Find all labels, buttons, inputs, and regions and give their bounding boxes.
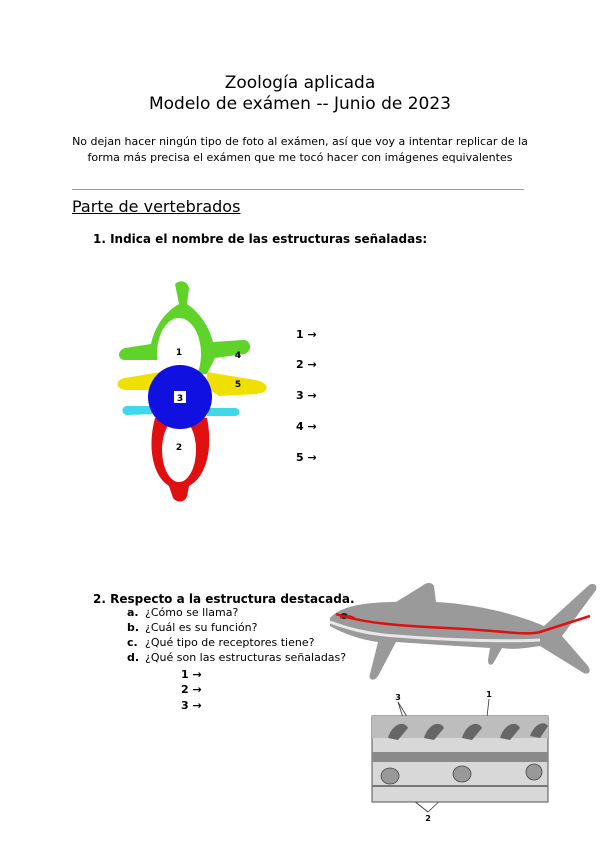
divider — [72, 189, 524, 190]
q2-answer-1: 1 → — [181, 668, 202, 681]
question-2: 2. Respecto a la estructura destacada. — [93, 592, 355, 606]
vertebra-figure — [95, 278, 275, 504]
q2-answer-2: 2 → — [181, 683, 202, 696]
figure1-label-5: 5 — [234, 380, 242, 390]
page-title: Zoología aplicada — [224, 73, 376, 93]
q2-sub-b: b. ¿Cuál es su función? — [127, 621, 258, 634]
q1-answer-3: 3 → — [296, 389, 317, 402]
q1-answer-4: 4 → — [296, 420, 317, 433]
question-1: 1. Indica el nombre de las estructuras señaladas: — [93, 232, 428, 246]
shark-body — [330, 583, 596, 680]
page-subtitle: Modelo de exámen -- Junio de 2023 — [148, 94, 451, 114]
figure1-label-1: 1 — [175, 348, 183, 358]
figure2-label-1: 1 — [486, 690, 492, 699]
figure1-label-2: 2 — [175, 443, 183, 453]
figure1-label-3: 3 — [176, 394, 184, 404]
q2-sub-c: c. ¿Qué tipo de receptores tiene? — [127, 636, 315, 649]
q2-answer-3: 3 → — [181, 699, 202, 712]
q1-answer-5: 5 → — [296, 451, 317, 464]
q2-sub-a: a. ¿Cómo se llama? — [127, 606, 239, 619]
rib-right — [207, 408, 240, 416]
figure2-label-2: 2 — [425, 814, 431, 823]
shark-figure — [326, 580, 600, 684]
lateral-line-detail-figure — [368, 688, 552, 826]
figure1-label-4: 4 — [234, 351, 242, 361]
q2-sub-d: d. ¿Qué son las estructuras señaladas? — [127, 651, 347, 664]
intro-text: No dejan hacer ningún tipo de foto al exámen, así que voy a intentar replicar de la forma más precisa el exámen que me tocó hacer con imágenes equivalentes — [72, 135, 528, 164]
q1-answer-1: 1 → — [296, 328, 317, 341]
section-title: Parte de vertebrados — [72, 197, 241, 216]
q1-answer-2: 2 → — [296, 358, 317, 371]
figure2-label-3: 3 — [395, 693, 401, 702]
